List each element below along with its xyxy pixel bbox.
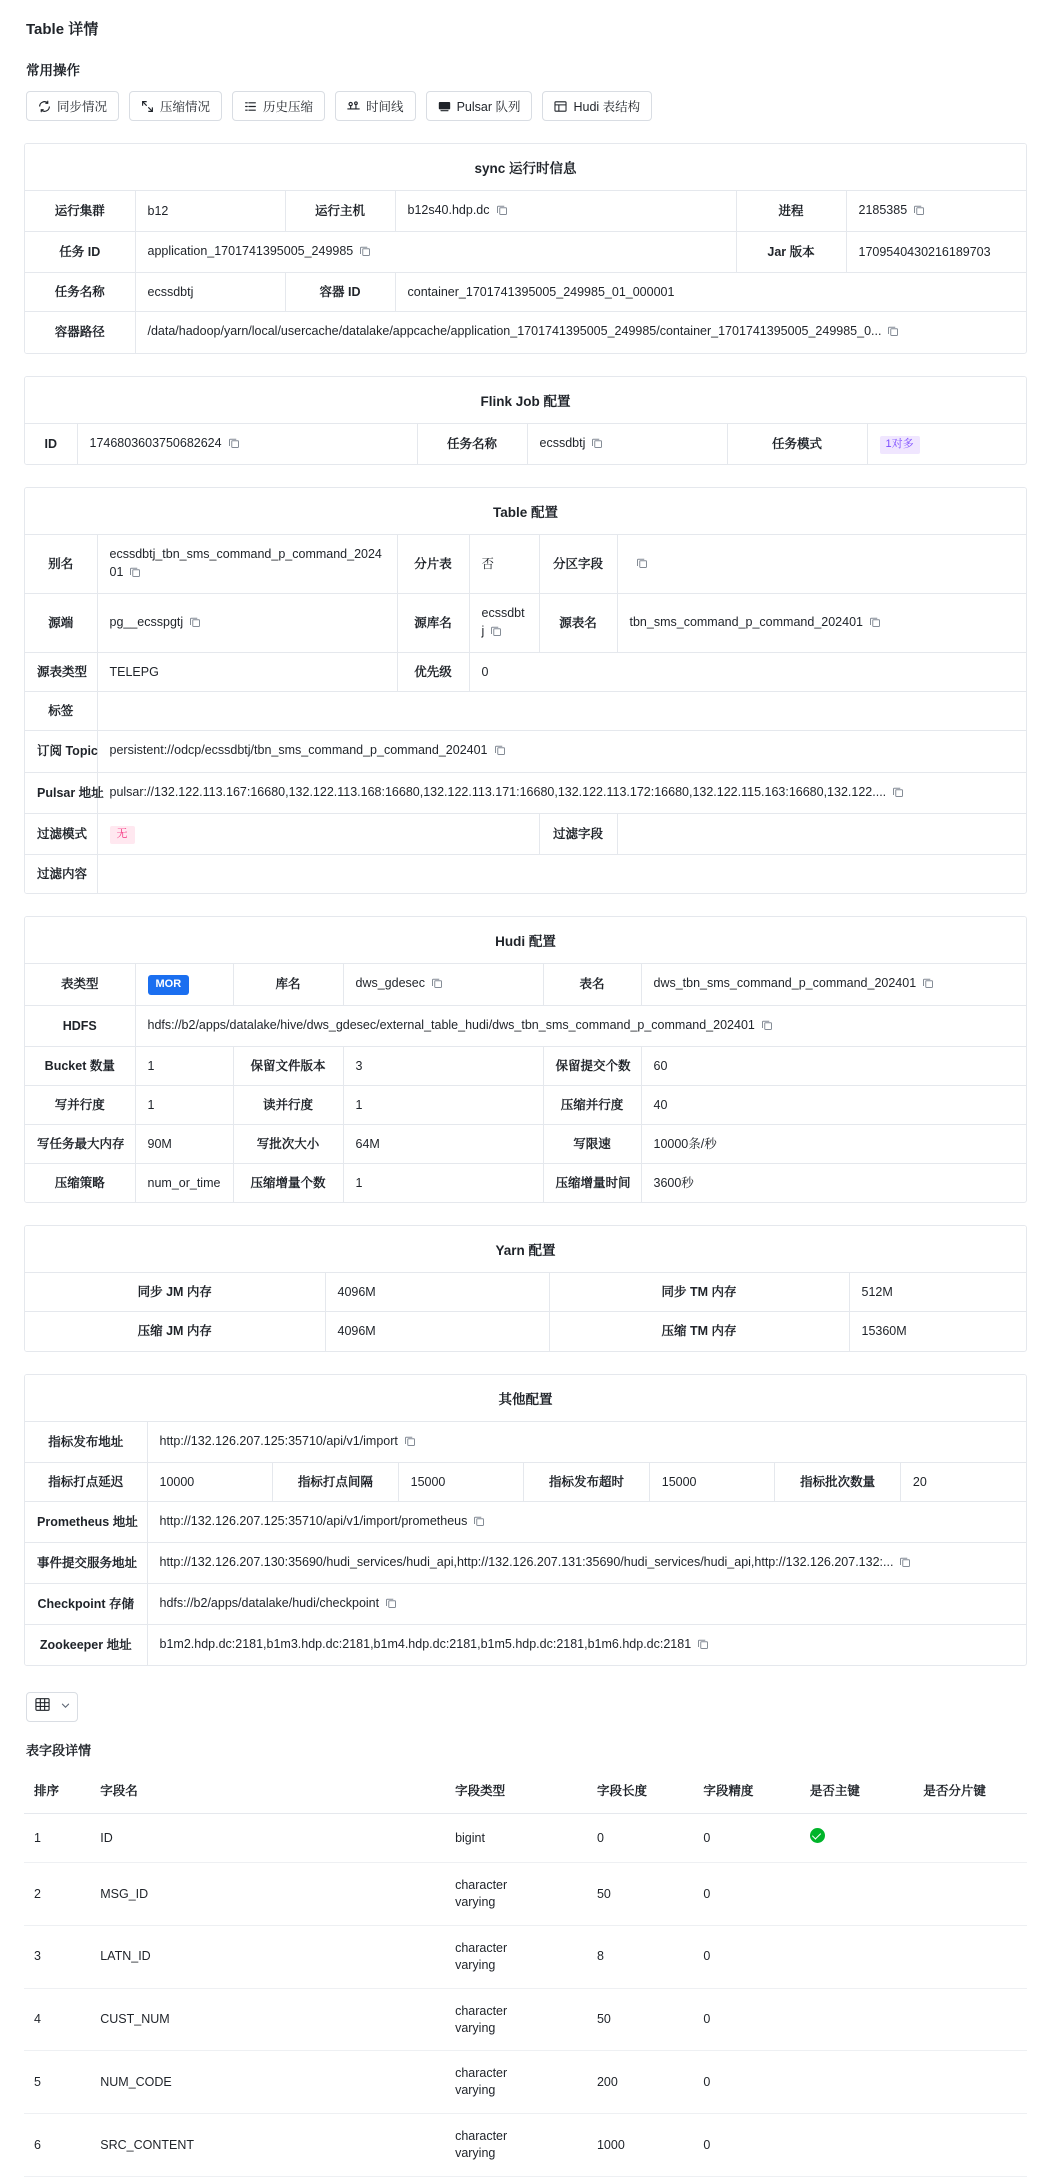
- label-metric-publish-timeout: 指标发布超时: [524, 1462, 650, 1501]
- cell-field-type: character varying: [445, 2051, 587, 2114]
- cell-order: 3: [24, 1925, 90, 1988]
- label-task-mode: 任务模式: [727, 424, 867, 464]
- value-event-submit-addr: http://132.126.207.130:35690/hudi_services/hudi_api,http://132.126.207.131:35690/hudi_services/hudi_api,http://132.126.207.132:...: [147, 1542, 1026, 1583]
- other-config-table: [25, 1422, 1026, 1666]
- cell-order: 6: [24, 2114, 90, 2177]
- value-container-id: container_1701741395005_249985_01_000001: [395, 273, 1026, 312]
- cell-is-shard-key: [913, 1988, 1027, 2051]
- table-row: [25, 1005, 1026, 1046]
- cell-field-type: character varying: [445, 1925, 587, 1988]
- value-zookeeper-addr: b1m2.hdp.dc:2181,b1m3.hdp.dc:2181,b1m4.hdp.dc:2181,b1m5.hdp.dc:2181,b1m6.hdp.dc:2181: [147, 1625, 1026, 1666]
- value-db-name: dws_gdesec: [343, 964, 543, 1005]
- column-settings-button[interactable]: [26, 1692, 78, 1722]
- value-tags: [97, 692, 1026, 731]
- table-row: [25, 731, 1026, 772]
- timeline-label: 时间线: [366, 100, 404, 114]
- cell-order: 5: [24, 2051, 90, 2114]
- table-row: [25, 1312, 1026, 1351]
- cell-is-shard-key: [913, 2114, 1027, 2177]
- value-cluster: b12: [135, 191, 285, 232]
- copy-icon[interactable]: [359, 244, 371, 262]
- common-operations-label: 常用操作: [26, 63, 80, 78]
- value-source-table-type: TELEPG: [97, 653, 397, 692]
- value-compact-jm: 4096M: [325, 1312, 549, 1351]
- copy-icon[interactable]: [189, 615, 201, 633]
- copy-icon[interactable]: [404, 1434, 416, 1452]
- table-row: [25, 273, 1026, 312]
- compress-status-label: 压缩情况: [160, 100, 211, 114]
- label-write-task-max-mem: 写任务最大内存: [25, 1125, 135, 1164]
- label-container-id: 容器 ID: [285, 273, 395, 312]
- hudi-config-card: [24, 916, 1027, 1204]
- value-filter-field: [617, 813, 1026, 854]
- value-sync-tm: 512M: [861, 1285, 893, 1300]
- task-mode-badge: 1对多: [880, 436, 920, 454]
- label-tags: 标签: [25, 692, 97, 731]
- label-write-rate-limit: 写限速: [543, 1125, 641, 1164]
- cell-field-precision: 0: [693, 1863, 799, 1926]
- value-sync-jm: 4096M: [325, 1273, 549, 1312]
- label-metric-point-interval: 指标打点间隔: [273, 1462, 399, 1501]
- sync-status-label: 同步情况: [57, 100, 108, 114]
- fields-table: [24, 1773, 1027, 2177]
- label-compact-delta-seconds: 压缩增量时间: [543, 1164, 641, 1203]
- label-zookeeper-addr: Zookeeper 地址: [25, 1625, 147, 1666]
- label-sync-jm: 同步 JM 内存: [25, 1273, 325, 1312]
- cell-field-name: LATN_ID: [90, 1925, 445, 1988]
- value-metric-batch-count: 20: [900, 1462, 1026, 1501]
- label-compact-jm: 压缩 JM 内存: [25, 1312, 325, 1351]
- copy-icon[interactable]: [922, 976, 934, 994]
- label-sync-tm: 同步 TM 内存: [549, 1273, 849, 1312]
- label-filter-content: 过滤内容: [25, 854, 97, 893]
- other-config-title: 其他配置: [25, 1375, 1026, 1422]
- label-source: 源端: [25, 593, 97, 652]
- table-row: [25, 1125, 1026, 1164]
- compress-history-button[interactable]: [232, 91, 325, 121]
- cell-field-type: character varying: [445, 1988, 587, 2051]
- copy-icon[interactable]: [385, 1596, 397, 1614]
- common-operations-toolbar: [26, 91, 1027, 121]
- cell-field-length: 1000: [587, 2114, 693, 2177]
- label-bucket-count: Bucket 数量: [25, 1046, 135, 1085]
- label-source-table-type: 源表类型: [25, 653, 97, 692]
- cell-field-length: 50: [587, 1863, 693, 1926]
- cell-field-length: 8: [587, 1925, 693, 1988]
- cell-is-primary-key: [800, 1863, 914, 1926]
- table-row: [25, 813, 1026, 854]
- value-topic: persistent://odcp/ecssdbtj/tbn_sms_command_p_command_202401: [97, 731, 1026, 772]
- table-config-card: [24, 487, 1027, 894]
- label-container-path: 容器路径: [25, 312, 135, 353]
- hudi-table-icon: [554, 100, 567, 113]
- cell-field-name: NUM_CODE: [90, 2051, 445, 2114]
- label-prometheus-addr: Prometheus 地址: [25, 1501, 147, 1542]
- cell-is-shard-key: [913, 1925, 1027, 1988]
- table-row: [25, 772, 1026, 813]
- value-priority: 0: [469, 653, 1026, 692]
- table-row: [25, 535, 1026, 594]
- timeline-button[interactable]: [335, 91, 416, 121]
- cell-is-primary-key: [800, 1814, 914, 1863]
- copy-icon[interactable]: [636, 556, 648, 574]
- cell-field-length: 0: [587, 1814, 693, 1863]
- value-write-task-max-mem: 90M: [135, 1125, 233, 1164]
- table-row: [25, 191, 1026, 232]
- label-topic: 订阅 Topic: [25, 731, 97, 772]
- table-config-table: [25, 535, 1026, 893]
- label-compact-parallelism: 压缩并行度: [543, 1085, 641, 1124]
- value-task-id: application_1701741395005_249985: [135, 232, 736, 273]
- sync-runtime-title: sync 运行时信息: [25, 144, 1026, 191]
- label-compact-tm: 压缩 TM 内存: [549, 1312, 849, 1351]
- label-metric-batch-count: 指标批次数量: [775, 1462, 901, 1501]
- value-prometheus-addr: http://132.126.207.125:35710/api/v1/import/prometheus: [147, 1501, 1026, 1542]
- table-type-badge: MOR: [148, 975, 190, 995]
- cell-is-primary-key: [800, 2114, 914, 2177]
- label-host: 运行主机: [285, 191, 395, 232]
- cell-field-name: MSG_ID: [90, 1863, 445, 1926]
- value-source: pg__ecsspgtj: [97, 593, 397, 652]
- table-row: [25, 1164, 1026, 1203]
- table-row: [25, 1046, 1026, 1085]
- table-row: [25, 1422, 1026, 1463]
- table-row: [25, 1462, 1026, 1501]
- table-row: [25, 1501, 1026, 1542]
- hudi-config-table: [25, 964, 1026, 1203]
- value-source-db: ecssdbtj: [469, 593, 539, 652]
- label-event-submit-addr: 事件提交服务地址: [25, 1542, 147, 1583]
- history-icon: [244, 100, 257, 113]
- value-write-rate-limit: 10000条/秒: [641, 1125, 1026, 1164]
- sync-runtime-table: [25, 191, 1026, 353]
- hudi-config-title: Hudi 配置: [25, 917, 1026, 964]
- cell-field-type: character varying: [445, 1863, 587, 1926]
- value-hudi-table-name: dws_tbn_sms_command_p_command_202401: [641, 964, 1026, 1005]
- value-pulsar-addr: pulsar://132.122.113.167:16680,132.122.113.168:16680,132.122.113.171:16680,132.122.113.172:16680,132.122.115.163:16680,132.122....: [97, 772, 1026, 813]
- value-flink-id: 1746803603750682624: [77, 424, 417, 464]
- cell-is-shard-key: [913, 2051, 1027, 2114]
- label-alias: 别名: [25, 535, 97, 594]
- label-filter-mode: 过滤模式: [25, 813, 97, 854]
- copy-icon[interactable]: [697, 1637, 709, 1655]
- copy-icon[interactable]: [431, 976, 443, 994]
- copy-icon[interactable]: [591, 436, 603, 454]
- other-config-card: [24, 1374, 1027, 1667]
- copy-icon[interactable]: [899, 1555, 911, 1573]
- check-icon: [810, 1828, 825, 1843]
- cell-is-primary-key: [800, 2051, 914, 2114]
- label-task-id: 任务 ID: [25, 232, 135, 273]
- value-compact-parallelism: 40: [641, 1085, 1026, 1124]
- label-cluster: 运行集群: [25, 191, 135, 232]
- value-jar-version: 1709540430216189703: [846, 232, 1026, 273]
- cell-field-length: 50: [587, 1988, 693, 2051]
- flink-job-table: [25, 424, 1026, 464]
- value-metric-point-delay: 10000: [147, 1462, 273, 1501]
- cell-field-type: character varying: [445, 2114, 587, 2177]
- cell-order: 2: [24, 1863, 90, 1926]
- label-metric-publish-addr: 指标发布地址: [25, 1422, 147, 1463]
- sync-icon: [38, 100, 51, 113]
- cell-is-primary-key: [800, 1925, 914, 1988]
- copy-icon[interactable]: [129, 565, 141, 583]
- page-title: Table 详情: [26, 21, 99, 38]
- copy-icon[interactable]: [892, 785, 904, 803]
- grid-icon: [35, 1697, 50, 1717]
- compress-history-label: 历史压缩: [263, 100, 314, 114]
- label-hudi-table-type: 表类型: [25, 964, 135, 1005]
- table-row: [25, 964, 1026, 1005]
- value-sharded: 否: [469, 535, 539, 594]
- cell-field-precision: 0: [693, 2114, 799, 2177]
- copy-icon[interactable]: [869, 615, 881, 633]
- value-metric-point-interval: 15000: [398, 1462, 524, 1501]
- label-retain-commits: 保留提交个数: [543, 1046, 641, 1085]
- fields-table-head: [24, 1773, 1027, 1814]
- label-source-db: 源库名: [397, 593, 469, 652]
- column-header-field-length: 字段长度: [587, 1773, 693, 1814]
- cell-field-name: ID: [90, 1814, 445, 1863]
- value-metric-publish-addr: http://132.126.207.125:35710/api/v1/import: [147, 1422, 1026, 1463]
- cell-order: 4: [24, 1988, 90, 2051]
- value-task-mode: [867, 424, 1026, 464]
- copy-icon[interactable]: [761, 1018, 773, 1036]
- table-row: [24, 1988, 1027, 2051]
- label-source-table: 源表名: [539, 593, 617, 652]
- value-checkpoint-storage: hdfs://b2/apps/datalake/hudi/checkpoint: [147, 1584, 1026, 1625]
- value-filter-content: [97, 854, 1026, 893]
- value-read-parallelism: 1: [343, 1085, 543, 1124]
- value-metric-publish-timeout: 15000: [649, 1462, 775, 1501]
- label-filter-field: 过滤字段: [539, 813, 617, 854]
- cell-field-precision: 0: [693, 1925, 799, 1988]
- cell-field-name: CUST_NUM: [90, 1988, 445, 2051]
- column-header-order: 排序: [24, 1773, 90, 1814]
- value-flink-task-name: ecssdbtj: [527, 424, 727, 464]
- pulsar-queue-icon: [438, 100, 451, 113]
- value-source-table: tbn_sms_command_p_command_202401: [617, 593, 1026, 652]
- cell-field-precision: 0: [693, 1814, 799, 1863]
- label-compact-strategy: 压缩策略: [25, 1164, 135, 1203]
- value-bucket-count: 1: [135, 1046, 233, 1085]
- label-process: 进程: [736, 191, 846, 232]
- table-row: [25, 1625, 1026, 1666]
- label-compact-delta-commits: 压缩增量个数: [233, 1164, 343, 1203]
- label-partition-field: 分区字段: [539, 535, 617, 594]
- value-process: 2185385: [846, 191, 1026, 232]
- hudi-table-schema-label: Hudi 表结构: [573, 100, 641, 114]
- column-header-is-shard-key: 是否分片键: [913, 1773, 1027, 1814]
- cell-field-type: bigint: [445, 1814, 587, 1863]
- copy-icon[interactable]: [887, 324, 899, 342]
- value-container-path: /data/hadoop/yarn/local/usercache/datalake/appcache/application_1701741395005_249985/container_1701741395005_249985_0...: [135, 312, 1026, 353]
- label-write-parallelism: 写并行度: [25, 1085, 135, 1124]
- label-jar-version: Jar 版本: [736, 232, 846, 273]
- copy-icon[interactable]: [473, 1514, 485, 1532]
- column-header-field-precision: 字段精度: [693, 1773, 799, 1814]
- value-hdfs: hdfs://b2/apps/datalake/hive/dws_gdesec/external_table_hudi/dws_tbn_sms_command_p_command_202401: [135, 1005, 1026, 1046]
- timeline-icon: [347, 100, 360, 113]
- label-retain-file-versions: 保留文件版本: [233, 1046, 343, 1085]
- value-compact-delta-commits: 1: [343, 1164, 543, 1203]
- table-row: [25, 1584, 1026, 1625]
- table-row: [24, 1814, 1027, 1863]
- value-compact-tm: 15360M: [849, 1312, 1026, 1351]
- table-row: [25, 232, 1026, 273]
- copy-icon[interactable]: [490, 624, 502, 642]
- value-hudi-table-type: [135, 964, 233, 1005]
- table-config-title: Table 配置: [25, 488, 1026, 535]
- table-row: [24, 1863, 1027, 1926]
- hudi-table-schema-button[interactable]: [542, 91, 652, 121]
- label-task-name: 任务名称: [25, 273, 135, 312]
- sync-status-button[interactable]: [26, 91, 119, 121]
- label-read-parallelism: 读并行度: [233, 1085, 343, 1124]
- column-header-field-type: 字段类型: [445, 1773, 587, 1814]
- value-alias: ecssdbtj_tbn_sms_command_p_command_202401: [97, 535, 397, 594]
- cell-field-precision: 0: [693, 1988, 799, 2051]
- flink-job-title: Flink Job 配置: [25, 377, 1026, 424]
- column-header-field-name: 字段名: [90, 1773, 445, 1814]
- cell-order: 1: [24, 1814, 90, 1863]
- table-row: [25, 854, 1026, 893]
- value-compact-delta-seconds: 3600秒: [641, 1164, 1026, 1203]
- copy-icon[interactable]: [494, 743, 506, 761]
- compress-icon: [141, 100, 154, 113]
- yarn-config-table: [25, 1273, 1026, 1350]
- filter-mode-badge: 无: [110, 826, 135, 844]
- label-hudi-table-name: 表名: [543, 964, 641, 1005]
- cell-field-length: 200: [587, 2051, 693, 2114]
- table-row: [25, 593, 1026, 652]
- label-priority: 优先级: [397, 653, 469, 692]
- value-write-parallelism: 1: [135, 1085, 233, 1124]
- cell-is-primary-key: [800, 1988, 914, 2051]
- label-hdfs: HDFS: [25, 1005, 135, 1046]
- yarn-config-title: Yarn 配置: [25, 1226, 1026, 1273]
- label-metric-point-delay: 指标打点延迟: [25, 1462, 147, 1501]
- yarn-config-card: [24, 1225, 1027, 1351]
- label-flink-id: ID: [25, 424, 77, 464]
- value-retain-file-versions: 3: [343, 1046, 543, 1085]
- label-db-name: 库名: [233, 964, 343, 1005]
- compress-status-button[interactable]: [129, 91, 222, 121]
- fields-section-title: 表字段详情: [26, 1743, 92, 1759]
- value-retain-commits: 60: [641, 1046, 1026, 1085]
- cell-field-name: SRC_CONTENT: [90, 2114, 445, 2177]
- table-row: [25, 653, 1026, 692]
- pulsar-queue-label: Pulsar 队列: [456, 100, 521, 114]
- table-row: [25, 1085, 1026, 1124]
- fields-table-body: [24, 1814, 1027, 2177]
- table-row: [24, 1925, 1027, 1988]
- value-host: b12s40.hdp.dc: [395, 191, 736, 232]
- label-write-batch-size: 写批次大小: [233, 1125, 343, 1164]
- label-flink-task-name: 任务名称: [417, 424, 527, 464]
- sync-runtime-card: [24, 143, 1027, 354]
- label-sharded: 分片表: [397, 535, 469, 594]
- value-task-name: ecssdbtj: [135, 273, 285, 312]
- table-row: [24, 2051, 1027, 2114]
- table-row: [25, 1273, 1026, 1312]
- table-row: [25, 692, 1026, 731]
- copy-icon[interactable]: [228, 436, 240, 454]
- pulsar-queue-button[interactable]: [426, 91, 533, 121]
- cell-is-shard-key: [913, 1814, 1027, 1863]
- label-pulsar-addr: Pulsar 地址: [25, 772, 97, 813]
- cell-is-shard-key: [913, 1863, 1027, 1926]
- table-header-row: [24, 1773, 1027, 1814]
- value-write-batch-size: 64M: [343, 1125, 543, 1164]
- flink-job-card: [24, 376, 1027, 465]
- value-filter-mode: [97, 813, 539, 854]
- label-checkpoint-storage: Checkpoint 存储: [25, 1584, 147, 1625]
- table-row: [24, 2114, 1027, 2177]
- column-header-is-primary-key: 是否主键: [800, 1773, 914, 1814]
- table-row: [25, 1542, 1026, 1583]
- copy-icon[interactable]: [496, 203, 508, 221]
- value-partition-field: [617, 535, 1026, 594]
- copy-icon[interactable]: [913, 203, 925, 221]
- table-row: [25, 312, 1026, 353]
- chevron-down-icon: [60, 1698, 71, 1716]
- value-compact-strategy: num_or_time: [135, 1164, 233, 1203]
- table-row: [25, 424, 1026, 464]
- cell-field-precision: 0: [693, 2051, 799, 2114]
